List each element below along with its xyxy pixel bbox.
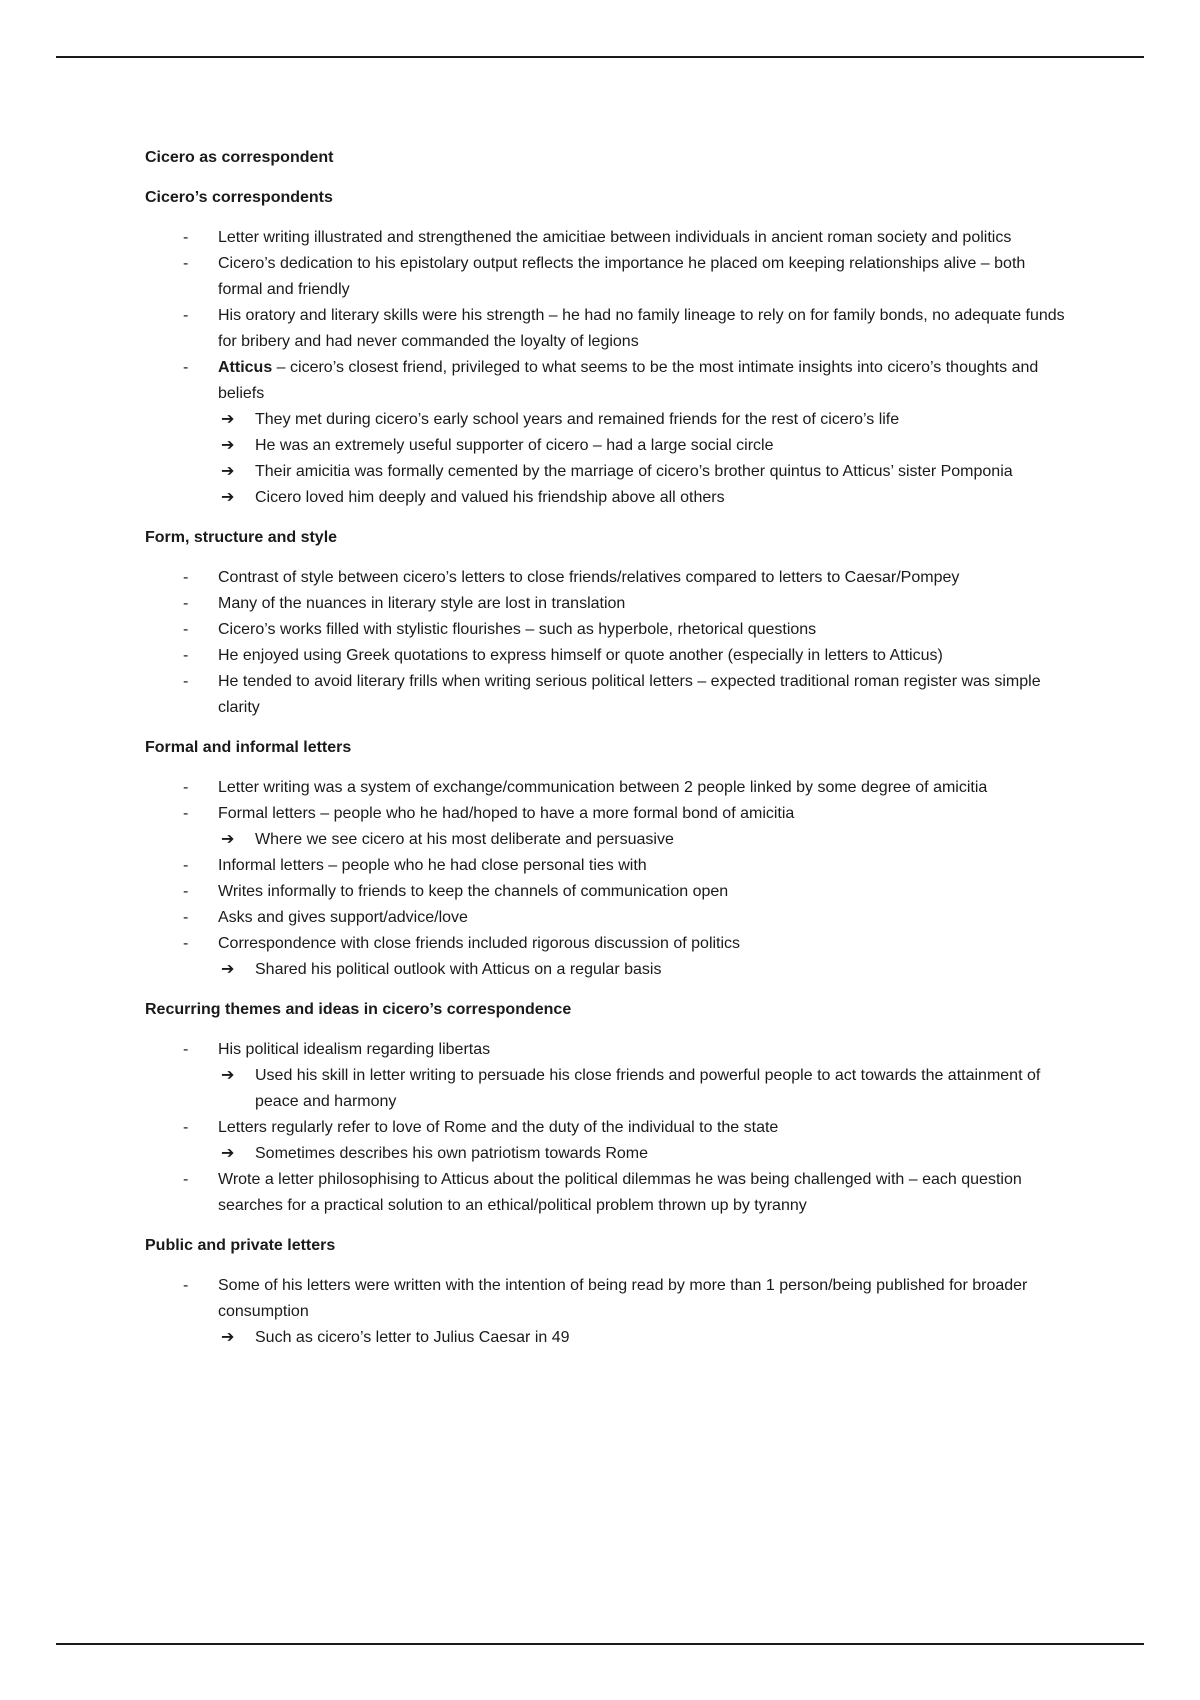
bullet-item — [145, 879, 1065, 905]
arrow-right-icon: ➔ — [221, 961, 235, 978]
bold-term: Atticus — [218, 359, 273, 376]
dash-bullet-icon: - — [183, 359, 189, 376]
section — [145, 735, 1065, 983]
dash-bullet-icon: - — [183, 595, 189, 612]
section-heading: Formal and informal letters — [145, 739, 352, 756]
sub-bullet-text: Used his skill in letter writing to persuade his close friends and powerful people to act towards the attainment of peace and harmony — [255, 1067, 1041, 1110]
dash-bullet-icon: - — [183, 229, 189, 246]
section-heading: Public and private letters — [145, 1237, 336, 1254]
bullet-text: Cicero’s dedication to his epistolary output reflects the importance he placed om keeping relationships alive – both formal and friendly — [218, 255, 1026, 298]
bullet-text: Some of his letters were written with the intention of being read by more than 1 person/being published for broader consumption — [218, 1277, 1028, 1320]
dash-bullet-icon: - — [183, 1119, 189, 1136]
arrow-right-icon: ➔ — [221, 831, 235, 848]
sub-bullet-list — [145, 407, 1065, 511]
sub-bullet-item — [145, 407, 1065, 433]
dash-bullet-icon: - — [183, 805, 189, 822]
bullet-list — [145, 225, 1065, 511]
sub-bullet-text: Their amicitia was formally cemented by the marriage of cicero’s brother quintus to Atticus’ sister Pomponia — [255, 463, 1013, 480]
bullet-item — [145, 1037, 1065, 1063]
sub-bullet-list — [145, 1325, 1065, 1351]
bullet-text: Formal letters – people who he had/hoped to have a more formal bond of amicitia — [218, 805, 795, 822]
bullet-text: Writes informally to friends to keep the channels of communication open — [218, 883, 729, 900]
sub-bullet-text: They met during cicero’s early school years and remained friends for the rest of cicero’s life — [255, 411, 900, 428]
sub-bullet-text: Such as cicero’s letter to Julius Caesar in 49 — [255, 1329, 570, 1346]
section — [145, 997, 1065, 1219]
section-heading: Cicero as correspondent — [145, 149, 334, 166]
bullet-item — [145, 1273, 1065, 1325]
bullet-item — [145, 931, 1065, 957]
sub-bullet-item — [145, 827, 1065, 853]
sub-bullet-item — [145, 485, 1065, 511]
bullet-text: – cicero’s closest friend, privileged to what seems to be the most intimate insights into cicero’s thoughts and beliefs — [218, 359, 1039, 402]
bullet-text: Correspondence with close friends included rigorous discussion of politics — [218, 935, 741, 952]
bullet-item — [145, 591, 1065, 617]
sub-bullet-text: He was an extremely useful supporter of cicero – had a large social circle — [255, 437, 774, 454]
bullet-list — [145, 775, 1065, 983]
sub-bullet-item — [145, 957, 1065, 983]
bullet-text: His political idealism regarding libertas — [218, 1041, 491, 1058]
sub-bullet-text: Shared his political outlook with Atticus on a regular basis — [255, 961, 662, 978]
sub-bullet-list — [145, 1063, 1065, 1115]
section-heading: Form, structure and style — [145, 529, 338, 546]
dash-bullet-icon: - — [183, 255, 189, 272]
arrow-right-icon: ➔ — [221, 1067, 235, 1084]
dash-bullet-icon: - — [183, 935, 189, 952]
sub-bullet-item — [145, 1063, 1065, 1115]
sub-bullet-list — [145, 957, 1065, 983]
bullet-list — [145, 1037, 1065, 1219]
bullet-item — [145, 565, 1065, 591]
dash-bullet-icon: - — [183, 909, 189, 926]
sub-bullet-text: Sometimes describes his own patriotism towards Rome — [255, 1145, 649, 1162]
bullet-text: He tended to avoid literary frills when writing serious political letters – expected traditional roman register was simple clarity — [218, 673, 1041, 716]
dash-bullet-icon: - — [183, 1041, 189, 1058]
section-heading: Recurring themes and ideas in cicero’s correspondence — [145, 1001, 572, 1018]
bullet-text: Letter writing was a system of exchange/communication between 2 people linked by some degree of amicitia — [218, 779, 988, 796]
dash-bullet-icon: - — [183, 569, 189, 586]
sub-bullet-item — [145, 433, 1065, 459]
dash-bullet-icon: - — [183, 673, 189, 690]
section — [145, 525, 1065, 721]
bottom-rule — [56, 1643, 1144, 1645]
arrow-right-icon: ➔ — [221, 489, 235, 506]
bullet-item — [145, 643, 1065, 669]
sub-bullet-item — [145, 1141, 1065, 1167]
bullet-text: Letter writing illustrated and strengthened the amicitiae between individuals in ancient roman society and politics — [218, 229, 1012, 246]
bullet-item — [145, 617, 1065, 643]
section — [145, 145, 1065, 171]
arrow-right-icon: ➔ — [221, 463, 235, 480]
arrow-right-icon: ➔ — [221, 1329, 235, 1346]
bullet-item — [145, 775, 1065, 801]
bullet-text: Letters regularly refer to love of Rome and the duty of the individual to the state — [218, 1119, 779, 1136]
bullet-item — [145, 669, 1065, 721]
dash-bullet-icon: - — [183, 779, 189, 796]
arrow-right-icon: ➔ — [221, 411, 235, 428]
dash-bullet-icon: - — [183, 307, 189, 324]
bullet-text: Cicero’s works filled with stylistic flourishes – such as hyperbole, rhetorical questions — [218, 621, 817, 638]
sub-bullet-item — [145, 459, 1065, 485]
bullet-item — [145, 303, 1065, 355]
bullet-item — [145, 801, 1065, 827]
dash-bullet-icon: - — [183, 857, 189, 874]
bullet-text: Wrote a letter philosophising to Atticus about the political dilemmas he was being challenged with – each question searches for a practical solution to an ethical/political problem thrown up by tyranny — [218, 1171, 1022, 1214]
bullet-item — [145, 853, 1065, 879]
top-rule — [56, 56, 1144, 58]
bullet-item — [145, 1115, 1065, 1141]
bullet-item — [145, 1167, 1065, 1219]
bullet-text: His oratory and literary skills were his strength – he had no family lineage to rely on for family bonds, no adequate funds for bribery and had never commanded the loyalty of legions — [218, 307, 1065, 350]
arrow-right-icon: ➔ — [221, 437, 235, 454]
bullet-list — [145, 565, 1065, 721]
sub-bullet-item — [145, 1325, 1065, 1351]
section-heading: Cicero’s correspondents — [145, 189, 333, 206]
bullet-item — [145, 251, 1065, 303]
arrow-right-icon: ➔ — [221, 1145, 235, 1162]
bullet-list — [145, 1273, 1065, 1351]
dash-bullet-icon: - — [183, 1277, 189, 1294]
sub-bullet-text: Where we see cicero at his most deliberate and persuasive — [255, 831, 674, 848]
sub-bullet-list — [145, 1141, 1065, 1167]
dash-bullet-icon: - — [183, 647, 189, 664]
bullet-text: Asks and gives support/advice/love — [218, 909, 468, 926]
bullet-text: Many of the nuances in literary style are lost in translation — [218, 595, 626, 612]
document-body — [145, 145, 1065, 1365]
section — [145, 185, 1065, 511]
sub-bullet-list — [145, 827, 1065, 853]
dash-bullet-icon: - — [183, 883, 189, 900]
bullet-text: Informal letters – people who he had close personal ties with — [218, 857, 647, 874]
bullet-text: Contrast of style between cicero’s letters to close friends/relatives compared to letters to Caesar/Pompey — [218, 569, 960, 586]
dash-bullet-icon: - — [183, 621, 189, 638]
sub-bullet-text: Cicero loved him deeply and valued his friendship above all others — [255, 489, 725, 506]
dash-bullet-icon: - — [183, 1171, 189, 1188]
bullet-item — [145, 225, 1065, 251]
bullet-text: He enjoyed using Greek quotations to express himself or quote another (especially in letters to Atticus) — [218, 647, 943, 664]
bullet-item — [145, 355, 1065, 407]
bullet-item — [145, 905, 1065, 931]
section — [145, 1233, 1065, 1351]
